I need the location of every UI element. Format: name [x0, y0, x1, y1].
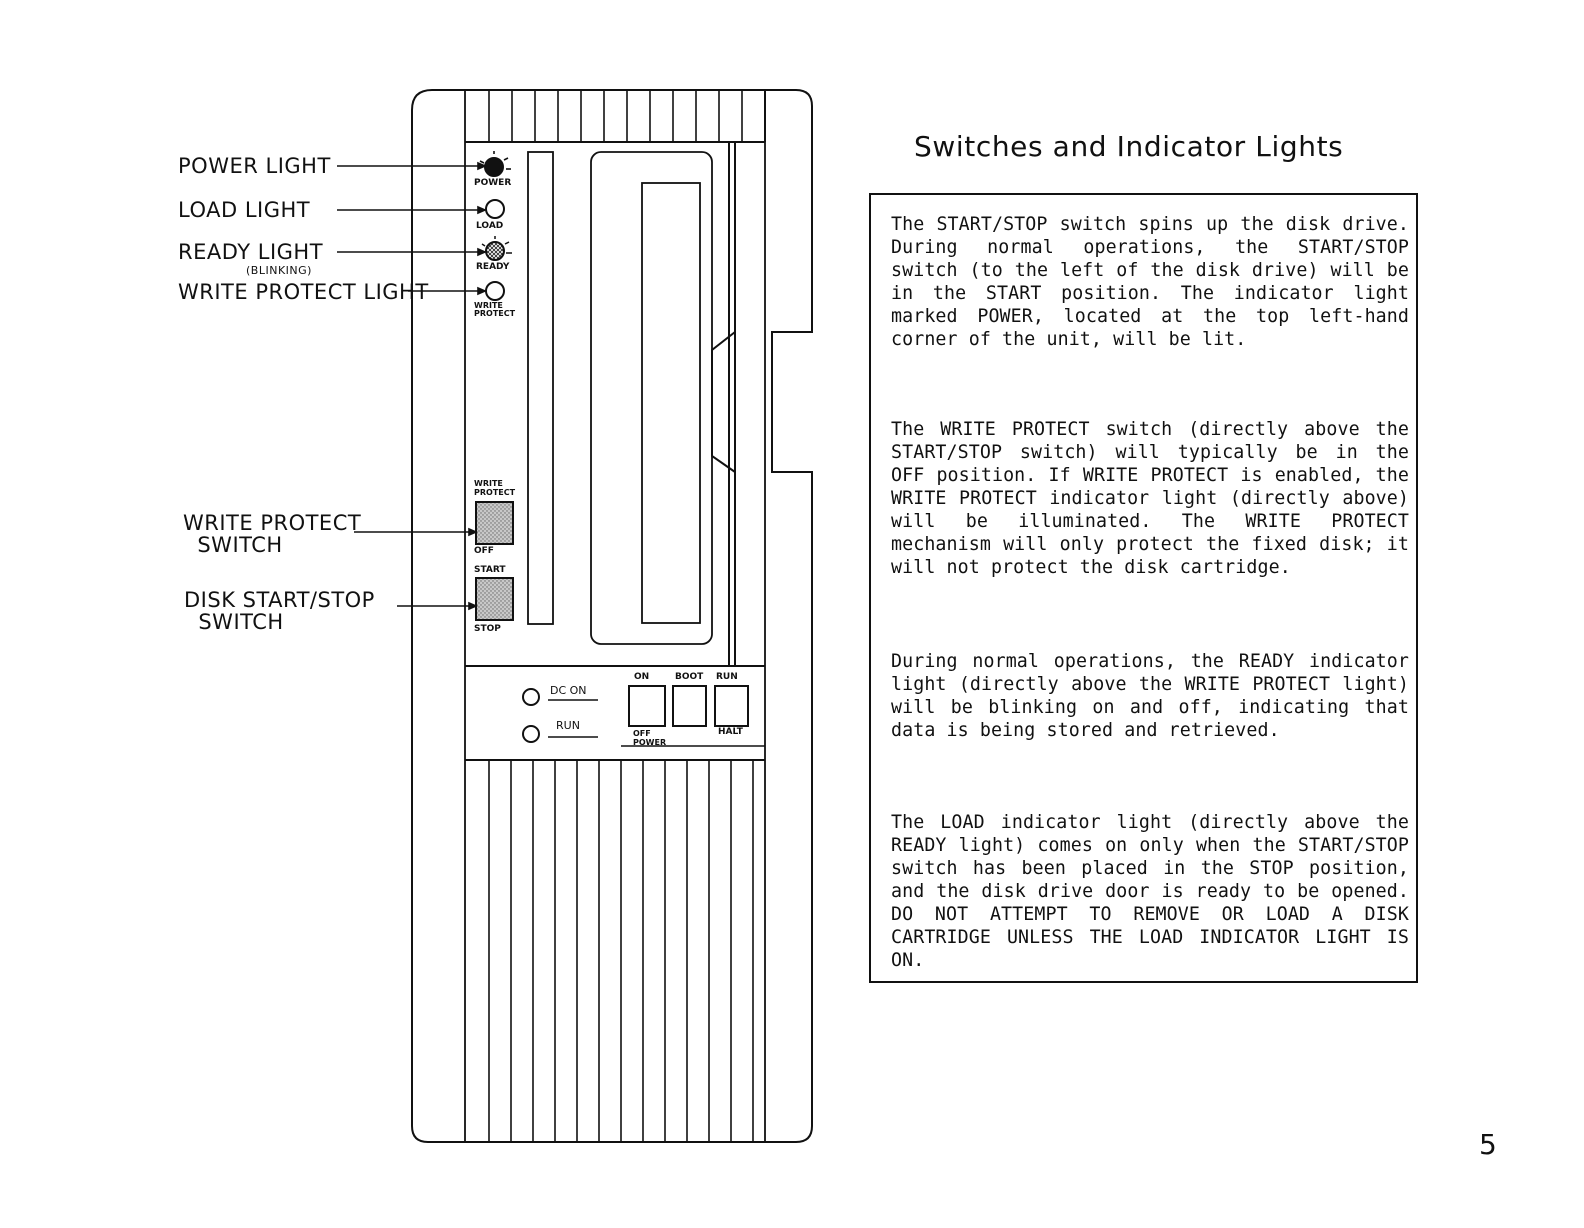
run-halt-switch [715, 686, 748, 726]
panel-label-run-switch: RUN [716, 672, 738, 682]
cabinet-outline [412, 90, 812, 1142]
boot-switch [673, 686, 706, 726]
panel-label-load: LOAD [476, 221, 504, 231]
callout-ready-light-note: (BLINKING) [246, 264, 312, 277]
paragraph-write-protect: The WRITE PROTECT switch (directly above the START/STOP switch) will typically be in the OFF position. If WRITE PROTECT is enabled, the WRITE PROTECT indicator light (directly above) will be illuminated. The WRITE PROTECT mechanism will only protect the fixed disk; it will not protect the disk cartridge. [891, 419, 1409, 578]
paragraph-ready: During normal operations, the READY indicator light (directly above the WRITE PROTECT light) will be blinking on and off, indicating that data is being stored and retrieved. [891, 651, 1409, 741]
panel-label-off: OFF [474, 546, 494, 556]
panel-label-ready: READY [476, 262, 510, 272]
power-light-lamp [485, 158, 503, 176]
panel-label-off-power: OFF POWER [633, 729, 667, 747]
panel-label-halt: HALT [718, 727, 743, 737]
panel-label-dc-on: DC ON [550, 684, 587, 697]
section-title: Switches and Indicator Lights [914, 130, 1344, 163]
bottom-vent-ribs [489, 760, 753, 1142]
panel-label-power: POWER [474, 178, 512, 188]
dc-on-light [523, 689, 539, 705]
callout-write-protect-light: WRITE PROTECT LIGHT [178, 280, 429, 304]
panel-label-run-light: RUN [556, 719, 580, 732]
paragraph-load: The LOAD indicator light (directly above the READY light) comes on only when the START/STOP switch has been placed in the STOP position, and the disk drive door is ready to be opened. DO NOT ATTEMPT TO REMOVE OR LOAD A DISK CARTRIDGE UNLESS THE LOAD INDICATOR LIGHT IS ON. [891, 812, 1409, 971]
panel-label-start: START [474, 565, 506, 575]
panel-label-write-protect-switch: WRITE PROTECT [474, 479, 516, 497]
load-light-lamp [486, 200, 504, 218]
run-light [523, 726, 539, 742]
panel-label-write-protect-light: WRITE PROTECT [474, 301, 516, 318]
ready-light-lamp [486, 242, 504, 260]
page-number: 5 [1479, 1128, 1497, 1161]
top-vent-ribs [489, 90, 742, 142]
panel-label-stop: STOP [474, 624, 501, 634]
callout-disk-start-stop-switch: DISK START/STOP SWITCH [184, 588, 375, 634]
disk-drive-door [591, 152, 712, 644]
disk-drive-slot [642, 183, 700, 623]
panel-label-on: ON [634, 672, 650, 682]
callout-power-light: POWER LIGHT [178, 154, 331, 178]
left-slot [528, 152, 553, 624]
disk-start-stop-switch [476, 578, 513, 620]
callout-load-light: LOAD LIGHT [178, 198, 311, 222]
write-protect-light-lamp [486, 282, 504, 300]
panel-label-boot: BOOT [675, 672, 704, 682]
callout-ready-light: READY LIGHT [178, 240, 324, 264]
callout-write-protect-switch: WRITE PROTECT SWITCH [183, 511, 362, 557]
paragraph-start-stop: The START/STOP switch spins up the disk drive. During normal operations, the START/STOP switch (to the left of the disk drive) will be in the START position. The indicator light marked POWER, located at the top left-hand corner of the unit, will be lit. [891, 214, 1409, 350]
write-protect-switch [476, 502, 513, 544]
power-switch [629, 686, 665, 726]
